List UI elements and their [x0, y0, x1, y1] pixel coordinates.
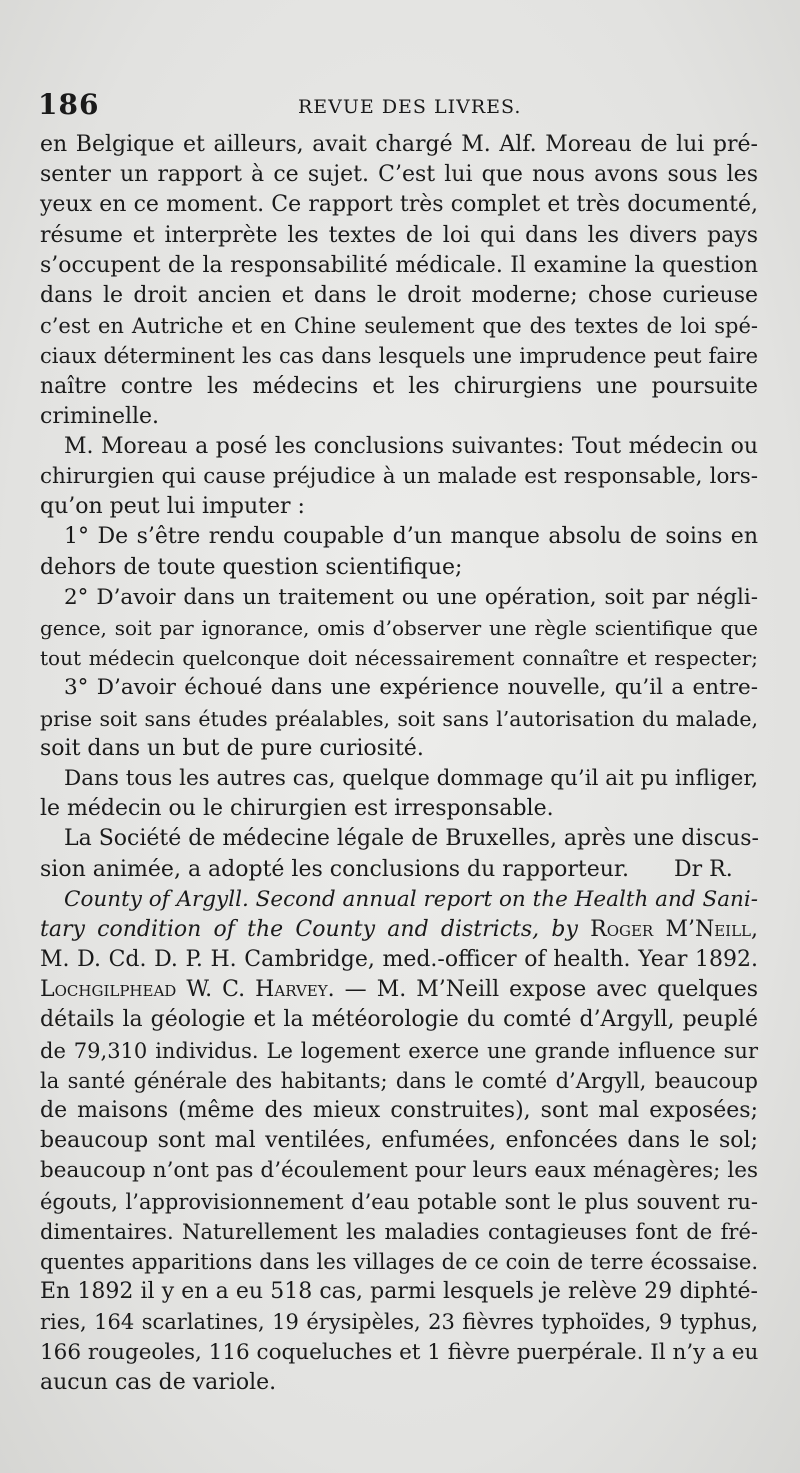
text-line: dimentaires. Naturellement les maladies contagieuses font de fré-: [40, 1219, 758, 1244]
page-number: 186: [38, 88, 100, 121]
text-fragment: — M. M’Neill expose avec quelques: [344, 977, 759, 1003]
text-line: 3° D’avoir échoué dans une expérience nouvelle, qu’il a entre-: [64, 675, 758, 701]
list-item-3: [40, 673, 758, 764]
paragraph-society: [40, 824, 758, 884]
text-line: beaucoup n’ont pas d’écoulement pour leurs eaux ménagères; les: [40, 1158, 758, 1184]
text-line: gence, soit par ignorance, omis d’observer une règle scientifique que: [40, 616, 758, 640]
text-line: égouts, l’approvisionnement d’eau potable sont le plus souvent ru-: [40, 1189, 758, 1214]
text-line: tout médecin quelconque doit nécessairement connaître et respecter;: [40, 646, 758, 671]
text-line: soit dans un but de pure curiosité.: [40, 735, 424, 761]
paragraph-conclusions: [40, 432, 758, 523]
text-line: Dans tous les autres cas, quelque dommage qu’il ait pu infliger,: [64, 765, 759, 791]
text-line: le médecin ou le chirurgien est irresponsable.: [40, 796, 554, 822]
text-line: senter un rapport à ce sujet. C’est lui que nous avons sous les: [40, 162, 758, 188]
text-line: détails la géologie et la météorologie du comté d’Argyll, peuplé: [40, 1007, 758, 1033]
text-line: criminelle.: [40, 403, 160, 429]
text-line: M. Moreau a posé les conclusions suivantes: Tout médecin ou: [64, 433, 758, 459]
text-line: ries, 164 scarlatines, 19 érysipèles, 23 fièvres typhoïdes, 9 typhus,: [40, 1310, 758, 1335]
text-line: en Belgique et ailleurs, avait chargé M. Alf. Moreau de lui pré-: [40, 132, 758, 157]
text-line: aucun cas de variole.: [40, 1369, 277, 1395]
text-line: En 1892 il y en a eu 518 cas, parmi lesquels je relève 29 diphté-: [40, 1279, 758, 1305]
text-line: quentes apparitions dans les villages de ce coin de terre écossaise.: [40, 1249, 758, 1274]
review-title-line: County of Argyll. Second annual report on the Health and Sani-: [64, 886, 758, 912]
text-line: 166 rougeoles, 116 coqueluches et 1 fièvre puerpérale. Il n’y a eu: [40, 1339, 759, 1365]
text-line: M. D. Cd. D. P. H. Cambridge, med.-officer of health. Year 1892.: [40, 947, 758, 973]
text-line: résume et interprète les textes de loi qui dans les divers pays: [40, 222, 758, 248]
text-line: c’est en Autriche et en Chine seulement que des textes de loi spé-: [40, 314, 758, 339]
text-line: s’occupent de la responsabilité médicale. Il examine la question: [40, 252, 758, 278]
list-item-1: [40, 522, 758, 582]
text-line: de 79,310 individus. Le logement exerce une grande influence sur: [40, 1038, 758, 1063]
text-line: beaucoup sont mal ventilées, enfumées, enfoncées dans le sol;: [40, 1128, 758, 1154]
text-line: la santé générale des habitants; dans le comté d’Argyll, beaucoup: [40, 1068, 758, 1093]
page-header: [38, 88, 758, 128]
text-line: qu’on peut lui imputer :: [40, 494, 305, 520]
text-line-with-signature: [40, 855, 758, 885]
review-title-line: [40, 915, 758, 945]
text-line: ciaux déterminent les cas dans lesquels une imprudence peut faire: [40, 344, 758, 369]
paragraph-report-intro: [40, 130, 758, 432]
publisher-name: Lochgilphead W. C. Harvey.: [40, 977, 335, 1003]
text-line: dans le droit ancien et dans le droit moderne; chose curieuse: [40, 282, 758, 308]
list-item-2: [40, 583, 758, 674]
review-argyll: [40, 885, 758, 1398]
text-fragment: tary condition of the County and districts, by: [40, 916, 591, 942]
paragraph-other-cases: [40, 764, 758, 824]
text-line: 2° D’avoir dans un traitement ou une opération, soit par négli-: [64, 584, 758, 610]
author-name: Roger M’Neill,: [590, 916, 759, 942]
text-line: yeux en ce moment. Ce rapport très complet et très documenté,: [40, 192, 758, 218]
text-fragment: sion animée, a adopté les conclusions du rapporteur.: [40, 856, 629, 882]
text-line: [40, 975, 758, 1005]
text-line: 1° De s’être rendu coupable d’un manque absolu de soins en: [64, 524, 758, 550]
text-line: prise soit sans études préalables, soit sans l’autorisation du malade,: [40, 706, 758, 731]
text-line: dehors de toute question scientifique;: [40, 554, 463, 580]
text-line: de maisons (même des mieux construites), sont mal exposées;: [40, 1098, 758, 1123]
running-title: REVUE DES LIVRES.: [298, 96, 522, 118]
body-text: [40, 130, 758, 1398]
text-line: chirurgien qui cause préjudice à un malade est responsable, lors-: [40, 464, 758, 490]
text-line: La Société de médecine légale de Bruxelles, après une discus-: [64, 826, 759, 852]
reviewer-signature: Dr R.: [673, 856, 733, 882]
text-line: naître contre les médecins et les chirurgiens une poursuite: [40, 373, 758, 399]
